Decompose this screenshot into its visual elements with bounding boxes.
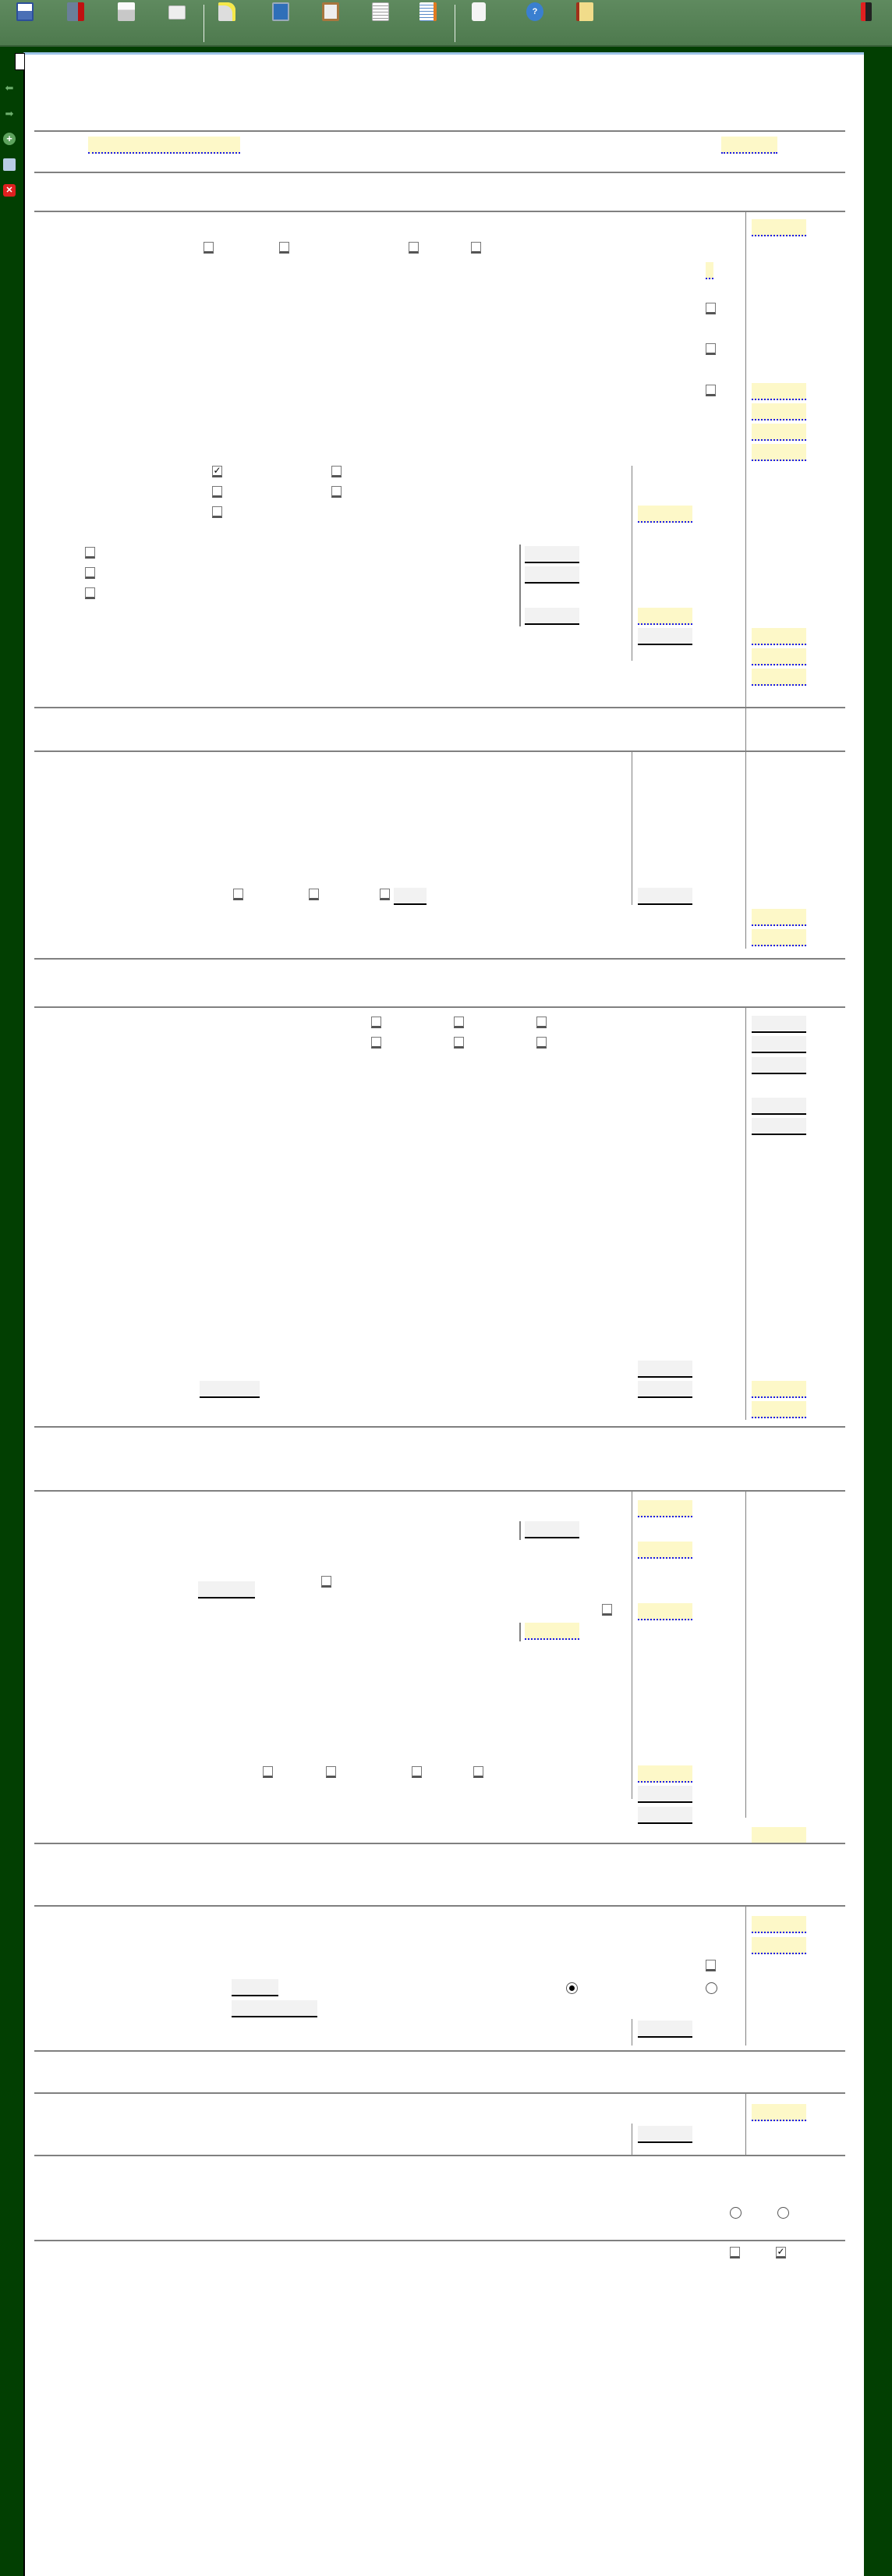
divider [34,1426,845,1428]
line-44-total-field[interactable] [752,628,806,645]
help-question-icon: ? [526,2,543,21]
toolbar [0,0,892,47]
divider [34,172,845,173]
ex-spouse-ssn-field[interactable] [198,1581,255,1598]
column-divider [745,2092,746,2155]
return-summary-button[interactable] [310,2,351,32]
line-57-field[interactable] [752,1036,806,1053]
dual-status-checkbox[interactable] [706,303,716,314]
line-61-total-tax-field[interactable] [752,1401,806,1418]
puerto-rico-checkbox[interactable] [706,385,716,396]
add-form-icon[interactable]: + [3,133,16,145]
line-59a-field[interactable] [752,1098,806,1115]
form-8801-credit-checkbox[interactable] [412,1766,422,1778]
divider [34,130,845,132]
line-59b-field[interactable] [752,1118,806,1135]
divider [34,707,845,708]
form-4137-checkbox[interactable] [371,1037,381,1048]
taxpayer-65-checkbox[interactable] [204,242,214,254]
column-divider [519,1521,521,1540]
line-74-refund-field[interactable] [752,1937,806,1954]
elect-itemize-checkbox[interactable] [706,343,716,355]
form-2439-checkbox[interactable] [263,1766,273,1778]
schedule-j-checkbox[interactable] [331,486,342,498]
efile-no-radio[interactable] [777,2207,789,2219]
divider [34,1843,845,1844]
print-form-icon[interactable] [3,158,16,171]
line-38-agi-field[interactable] [752,219,806,236]
form-8885-checkbox[interactable] [473,1766,483,1778]
line-46-field[interactable] [752,669,806,686]
write-in-description-field[interactable] [200,1381,260,1398]
divider [34,1905,845,1907]
form-8615-checkbox[interactable] [331,466,342,477]
line-76-amount-owe-field[interactable] [752,2104,806,2121]
divider [34,2240,845,2241]
lightbulb-doc-icon [218,2,235,21]
column-divider [519,1623,521,1641]
back-arrow-icon[interactable]: ⬅ [5,82,14,94]
monitor-pulse-icon [272,2,289,21]
other-tax-subtotal-field[interactable] [638,608,692,625]
total-boxes-field[interactable] [706,262,713,279]
scroll-quill-icon [576,2,593,21]
account-number-field[interactable] [232,2000,317,2017]
line-63-field[interactable] [638,1542,692,1559]
clipboard-icon [322,2,339,21]
1099-withholding-field[interactable] [525,1521,579,1538]
line-53-field[interactable] [638,888,692,905]
close-return-button[interactable] [55,2,96,32]
line-42-exemptions-field[interactable] [752,424,806,441]
run-diagnostics-button[interactable] [259,2,303,32]
divider [34,2155,845,2156]
exempt-notary-checkbox[interactable] [536,1017,547,1028]
write-in-amount-field[interactable] [638,1381,692,1398]
eic-no-checkbox[interactable] [602,1604,612,1616]
irc-1341-field[interactable] [638,1786,692,1803]
taxpayer-name-field[interactable] [88,137,240,154]
divider [34,2092,845,2094]
line-45-amt-field[interactable] [752,648,806,665]
line-75-estimated-tax-field[interactable] [638,2021,692,2038]
form-4972-amount-field[interactable] [525,566,579,584]
taxpayer-blind-checkbox[interactable] [279,242,289,254]
line-60-total-field[interactable] [752,1381,806,1398]
divider [34,958,845,960]
line-41-field[interactable] [752,403,806,420]
client-letters-button[interactable] [157,2,197,30]
divider [34,2050,845,2052]
divider [34,750,845,752]
line-71-field[interactable] [638,1765,692,1783]
column-divider [745,1490,746,1818]
column-divider [745,1006,746,1420]
form-8801-checkbox[interactable] [309,889,319,900]
column-divider [519,545,521,626]
live-chat-button[interactable] [458,2,499,23]
divider [34,1490,845,1492]
line-73-overpaid-field[interactable] [752,1916,806,1933]
column-divider [745,1905,746,2046]
taxpayer-diary-button[interactable] [408,2,448,32]
line-43-taxable-income-field[interactable] [752,444,806,461]
line-54-total-credits-field[interactable] [752,909,806,926]
form-8693-date-field[interactable] [638,1361,692,1378]
close-folder-icon [67,2,84,21]
line-72-total-payments-field[interactable] [752,1827,806,1844]
form-4361-checkbox[interactable] [454,1017,464,1028]
forward-arrow-icon[interactable]: ➡ [5,108,14,119]
line-64b-combat-pay-field[interactable] [525,1623,579,1640]
exit-door-icon [861,2,872,21]
designee-yes-checkbox[interactable] [730,2247,740,2258]
spouse-blind-checkbox[interactable] [471,242,481,254]
line-58-field[interactable] [752,1057,806,1074]
line-40-deduction-field[interactable] [752,383,806,400]
form-4972-checkbox[interactable] [85,567,95,579]
switch-to-interview-button[interactable] [207,2,247,32]
help-button[interactable] [515,2,555,23]
form-3800-checkbox[interactable] [233,889,243,900]
savings-radio[interactable] [706,1982,717,1994]
ssn-field[interactable] [721,137,777,154]
line-44-tax-field[interactable] [638,506,692,523]
column-divider [745,211,746,750]
envelope-icon [168,5,186,20]
form-8689-field[interactable] [638,1807,692,1824]
log-out-button[interactable] [846,2,887,23]
divider [34,1006,845,1008]
form-8888-checkbox[interactable] [706,1960,716,1971]
floppy-disk-icon [16,2,34,21]
line-55-field[interactable] [752,929,806,946]
chat-bubbles-icon [472,2,486,21]
efile-yes-radio[interactable] [730,2207,742,2219]
foreign-earned-income-checkbox[interactable] [212,506,222,518]
blog-button[interactable] [565,2,605,23]
form-page [23,52,864,2576]
routing-number-field[interactable] [232,1979,278,1996]
column-divider [745,750,746,949]
divider [34,211,845,212]
rrta-checkbox[interactable] [536,1037,547,1048]
document-list-icon [372,2,389,21]
save-return-button[interactable] [5,2,45,32]
form-8919-checkbox[interactable] [454,1037,464,1048]
panel-expander-button[interactable] [15,53,25,70]
designee-no-checkbox[interactable]: ✓ [777,2246,785,2257]
line-77-penalty-field[interactable] [638,2126,692,2143]
spouse-65-checkbox[interactable] [409,242,419,254]
form-sidebar [0,47,22,2576]
print-return-button[interactable] [106,2,147,32]
form-8814-checkbox[interactable] [85,547,95,559]
line-56-field[interactable] [752,1016,806,1033]
form-4029-checkbox[interactable] [371,1017,381,1028]
forms-list-button[interactable] [359,2,402,23]
962-election-amount-field[interactable] [525,608,579,625]
962-election-checkbox[interactable] [85,587,95,599]
tax-table-checkbox[interactable]: ✓ [213,465,221,476]
printer-icon [118,2,135,21]
ex-spouse-checkbox[interactable] [321,1576,331,1588]
schedule-d-worksheet-checkbox[interactable] [212,486,222,498]
line-62-withheld-field[interactable] [638,1500,692,1517]
other-form-checkbox[interactable] [380,889,390,900]
delete-form-icon[interactable]: ✕ [3,184,16,197]
line-64a-eic-field[interactable] [638,1603,692,1620]
other-form-number-field[interactable] [394,888,427,905]
form-8814-amount-field[interactable] [525,546,579,563]
education-recapture-field[interactable] [638,628,692,645]
checking-radio[interactable] [566,1982,578,1994]
reserved-checkbox[interactable] [326,1766,336,1778]
diary-pencil-icon [419,2,437,21]
